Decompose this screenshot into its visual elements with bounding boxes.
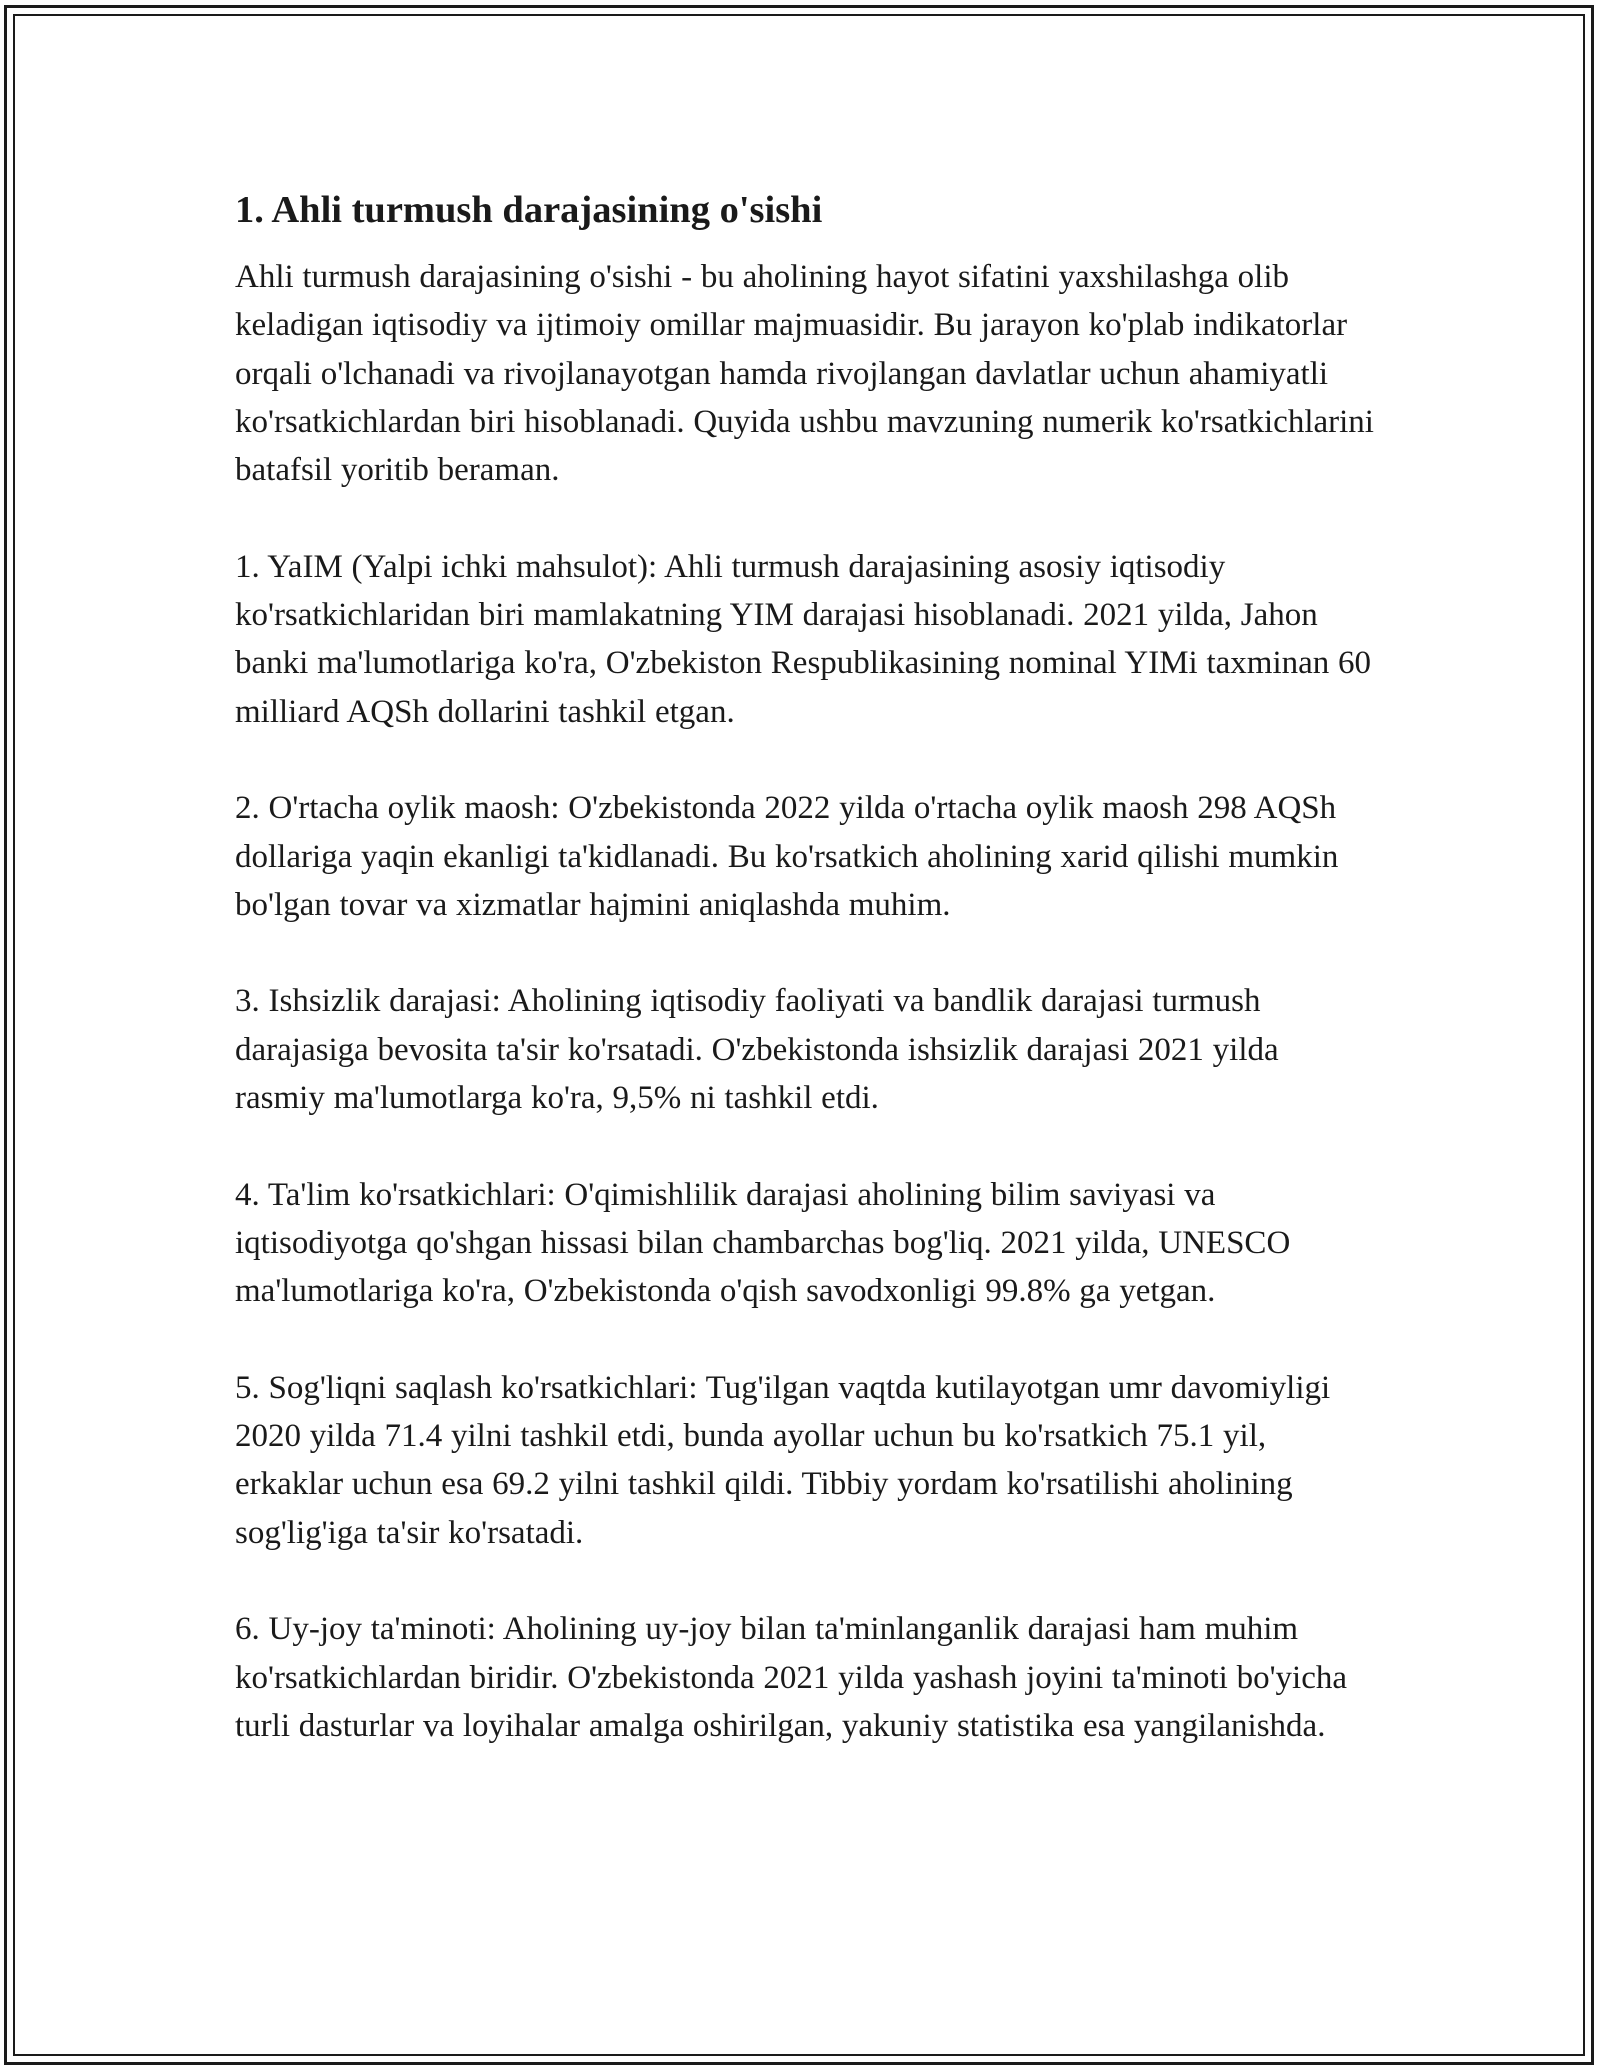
healthcare-paragraph: 5. Sog'liqni saqlash ko'rsatkichlari: Tug'ilgan vaqtda kutilayotgan umr davomiyligi 2020 yilda 71.4 yilni tashkil etdi, bunda ayollar uchun bu ko'rsatkich 75.1 yil, erkaklar uchun esa 69.2 yilni tashkil qildi. Tibbiy yordam ko'rsatilishi aholining sog'lig'iga ta'sir ko'rsatadi. [235, 1369, 1331, 1551]
education-paragraph: 4. Ta'lim ko'rsatkichlari: O'qimishlilik darajasi aholining bilim saviyasi va iqtisodiyotga qo'shgan hissasi bilan chambarchas bog'liq. 2021 yilda, UNESCO ma'lumotlariga ko'ra, O'zbekistonda o'qish savodxonligi 99.8% ga yetgan. [235, 1176, 1291, 1310]
intro-paragraph: Ahli turmush darajasining o'sishi - bu aholining hayot sifatini yaxshilashga olib keladigan iqtisodiy va ijtimoiy omillar majmuasidir. Bu jarayon ko'plab indikatorlar orqali o'lchanadi va rivojlanayotgan hamda rivojlangan davlatlar uchun ahamiyatli ko'rsatkichlardan biri hisoblanadi. Quyida ushbu mavzuning numerik ko'rsatkichlarini batafsil yoritib beraman. [235, 259, 1374, 489]
unemployment-paragraph: 3. Ishsizlik darajasi: Aholining iqtisodiy faoliyati va bandlik darajasi turmush darajasiga bevosita ta'sir ko'rsatadi. O'zbekistonda ishsizlik darajasi 2021 yilda rasmiy ma'lumotlarga ko'ra, 9,5% ni tashkil etdi. [235, 983, 1279, 1117]
salary-paragraph: 2. O'rtacha oylik maosh: O'zbekistonda 2022 yilda o'rtacha oylik maosh 298 AQSh dollariga yaqin ekanligi ta'kidlanadi. Bu ko'rsatkich aholining xarid qilishi mumkin bo'lgan tovar va xizmatlar hajmini aniqlashda muhim. [235, 790, 1339, 923]
housing-paragraph: 6. Uy-joy ta'minoti: Aholining uy-joy bilan ta'minlanganlik darajasi ham muhim ko'rsatkichlardan biridir. O'zbekistonda 2021 yilda yashash joyini ta'minoti bo'yicha turli dasturlar va loyihalar amalga oshirilgan, yakuniy statistika esa yangilanishda. [235, 1611, 1347, 1744]
gdp-paragraph: 1. YaIM (Yalpi ichki mahsulot): Ahli turmush darajasining asosiy iqtisodiy ko'rsatkichlaridan biri mamlakatning YIM darajasi hisoblanadi. 2021 yilda, Jahon banki ma'lumotlariga ko'ra, O'zbekiston Respublikasining nominal YIMi taxminan 60 milliard AQSh dollarini tashkil etgan. [235, 548, 1372, 730]
document-heading: 1. Ahli turmush darajasining o'sishi [235, 189, 823, 231]
document-body [235, 186, 1375, 1799]
